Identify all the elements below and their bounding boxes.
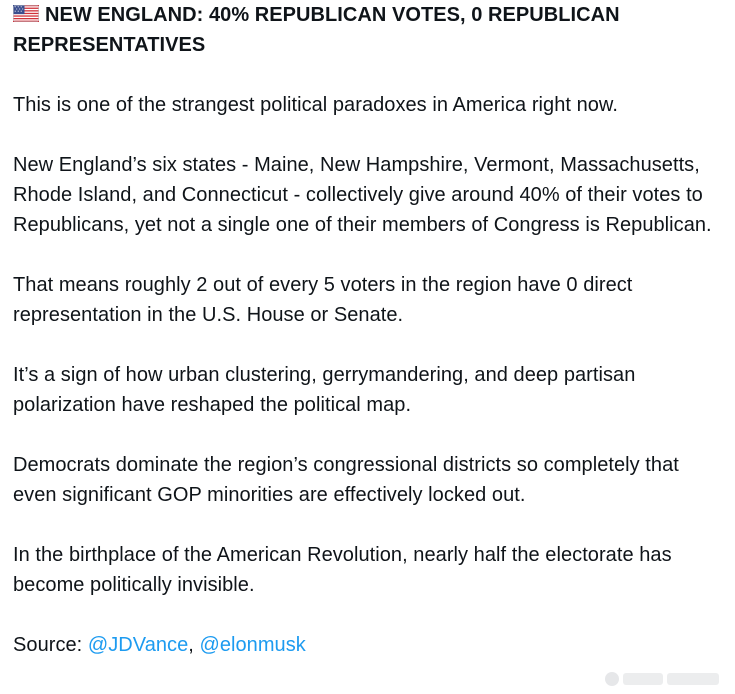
watermark-mark	[667, 673, 719, 685]
watermark	[605, 670, 725, 688]
source-line	[13, 630, 725, 660]
post-body	[13, 0, 725, 660]
mention-link-jdvance[interactable]: @JDVance	[87, 634, 189, 656]
post-paragraph: That means roughly 2 out of every 5 voters in the region have 0 direct representation in the U.S. House or Senate.	[13, 274, 633, 326]
mention-link-elonmusk[interactable]: @elonmusk	[199, 634, 306, 656]
watermark-mark	[623, 673, 663, 685]
post-paragraph: Democrats dominate the region’s congressional districts so completely that even significant GOP minorities are effectively locked out.	[13, 454, 679, 506]
post-headline	[13, 0, 725, 60]
post-paragraph: It’s a sign of how urban clustering, gerrymandering, and deep partisan polarization have reshaped the political map.	[13, 364, 636, 416]
watermark-logo-icon	[605, 672, 619, 686]
post-paragraph: This is one of the strangest political paradoxes in America right now.	[13, 94, 618, 116]
mention-separator: ,	[188, 634, 200, 656]
headline-text: NEW ENGLAND: 40% REPUBLICAN VOTES, 0 REPUBLICAN REPRESENTATIVES	[13, 4, 620, 56]
source-label: Source:	[13, 634, 88, 656]
post-paragraph: In the birthplace of the American Revolution, nearly half the electorate has become politically invisible.	[13, 544, 672, 596]
us-flag-icon	[13, 5, 39, 22]
post-paragraph: New England’s six states - Maine, New Hampshire, Vermont, Massachusetts, Rhode Island, and Connecticut - collectively give around 40% of their votes to Republicans, yet not a single one of their members of Congress is Republican.	[13, 154, 712, 236]
